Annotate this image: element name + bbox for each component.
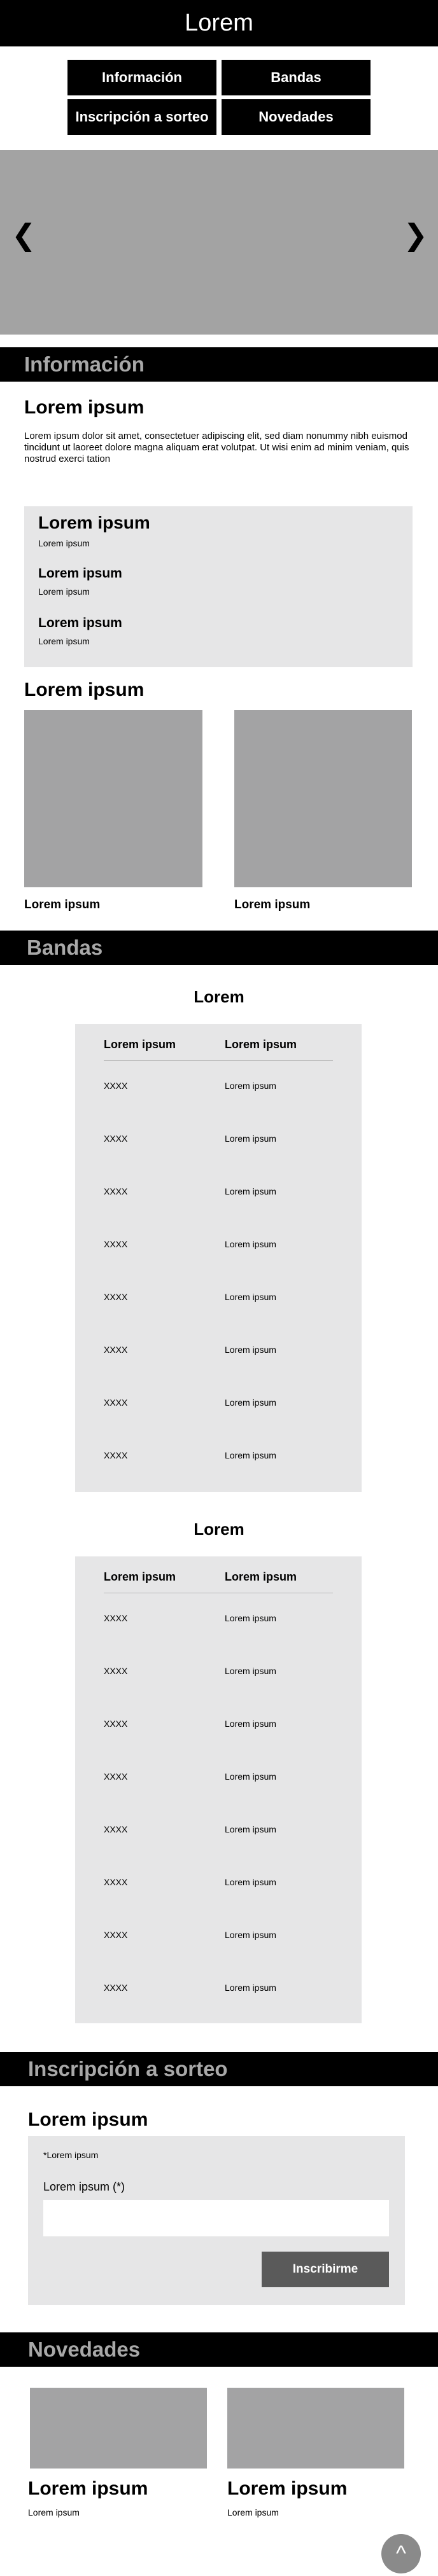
- table-cell: Lorem ipsum: [225, 1186, 276, 1196]
- table-cell: XXXX: [104, 1345, 128, 1355]
- bandas-table-title: Lorem: [194, 987, 244, 1006]
- gallery-image: [24, 710, 202, 887]
- table-row: [104, 1983, 333, 1995]
- table-cell: XXXX: [104, 1133, 128, 1144]
- table-cell: XXXX: [104, 1613, 128, 1623]
- table-cell: XXXX: [104, 1292, 128, 1302]
- bandas-table-title: Lorem: [194, 1520, 244, 1539]
- table-row: [104, 1239, 333, 1252]
- novedad-title: Lorem ipsum: [227, 2478, 348, 2499]
- chevron-up-icon: ^: [396, 2541, 406, 2566]
- novedad-image: [30, 2388, 207, 2469]
- table-header: [104, 1038, 333, 1061]
- table-header-cell: Lorem ipsum: [225, 1570, 297, 1583]
- table-cell: Lorem ipsum: [225, 1081, 276, 1091]
- table-cell: XXXX: [104, 1824, 128, 1834]
- sorteo-form: [28, 2136, 405, 2305]
- bandas-section-title: Bandas: [27, 936, 103, 959]
- table-header: [104, 1570, 333, 1593]
- table-cell: Lorem ipsum: [225, 1450, 276, 1460]
- table-cell: Lorem ipsum: [225, 1930, 276, 1940]
- table-row: [104, 1081, 333, 1093]
- table-cell: XXXX: [104, 1719, 128, 1729]
- table-cell: XXXX: [104, 1450, 128, 1460]
- table-cell: Lorem ipsum: [225, 1292, 276, 1302]
- nav-informacion-button[interactable]: Información: [67, 60, 216, 95]
- table-row: [104, 1345, 333, 1357]
- table-cell: Lorem ipsum: [225, 1719, 276, 1729]
- box-item-title: Lorem ipsum: [38, 616, 122, 630]
- table-row: [104, 1719, 333, 1731]
- bandas-section-bar: [0, 931, 438, 965]
- sorteo-heading: Lorem ipsum: [28, 2109, 148, 2130]
- novedad-image: [227, 2388, 404, 2469]
- site-header: [0, 0, 438, 46]
- nav-novedades-button[interactable]: Novedades: [222, 99, 371, 135]
- novedades-section-title: Novedades: [28, 2337, 141, 2361]
- bandas-table: [75, 1024, 362, 1492]
- table-cell: Lorem ipsum: [225, 1983, 276, 1993]
- informacion-box: [24, 506, 413, 667]
- table-header-cell: Lorem ipsum: [104, 1038, 176, 1051]
- main-nav: [67, 60, 371, 135]
- box-title: Lorem ipsum: [38, 513, 150, 532]
- back-to-top-button[interactable]: [381, 2534, 421, 2573]
- nav-sorteo-button[interactable]: Inscripción a sorteo: [67, 99, 216, 135]
- table-row: [104, 1397, 333, 1410]
- table-row: [104, 1613, 333, 1626]
- table-cell: Lorem ipsum: [225, 1824, 276, 1834]
- table-cell: XXXX: [104, 1397, 128, 1408]
- table-cell: Lorem ipsum: [225, 1345, 276, 1355]
- table-cell: Lorem ipsum: [225, 1397, 276, 1408]
- gallery-heading: Lorem ipsum: [24, 679, 145, 700]
- table-cell: Lorem ipsum: [225, 1133, 276, 1144]
- table-cell: XXXX: [104, 1666, 128, 1676]
- table-cell: Lorem ipsum: [225, 1771, 276, 1782]
- table-cell: XXXX: [104, 1983, 128, 1993]
- gallery-image: [234, 710, 412, 887]
- novedad-title: Lorem ipsum: [28, 2478, 148, 2499]
- informacion-paragraph: Lorem ipsum dolor sit amet, consectetuer adipiscing elit, sed diam nonummy nibh euismod tincidunt ut laoreet dolore magna aliquam erat volutpat. Ut wisi enim ad minim veniam, quis nostrud exerci tation: [24, 431, 409, 464]
- table-cell: XXXX: [104, 1186, 128, 1196]
- sorteo-name-input[interactable]: [43, 2200, 389, 2236]
- carousel-next-icon[interactable]: ❯: [403, 218, 428, 251]
- table-header-cell: Lorem ipsum: [225, 1038, 297, 1051]
- field-label: Lorem ipsum (*): [43, 2180, 125, 2193]
- table-row: [104, 1450, 333, 1463]
- table-row: [104, 1666, 333, 1679]
- novedad-sub: Lorem ipsum: [227, 2507, 279, 2517]
- sorteo-section-title: Inscripción a sorteo: [28, 2057, 228, 2081]
- informacion-section-bar: [0, 347, 438, 382]
- box-item-sub: Lorem ipsum: [38, 586, 90, 597]
- table-row: [104, 1133, 333, 1146]
- table-cell: Lorem ipsum: [225, 1239, 276, 1249]
- hero-carousel: [0, 150, 438, 335]
- site-title: Lorem: [185, 10, 253, 36]
- informacion-heading: Lorem ipsum: [24, 397, 145, 418]
- box-title-sub: Lorem ipsum: [38, 538, 90, 548]
- bandas-table: [75, 1556, 362, 2023]
- novedad-sub: Lorem ipsum: [28, 2507, 80, 2517]
- table-row: [104, 1824, 333, 1837]
- inscribirme-button[interactable]: Inscribirme: [262, 2252, 389, 2287]
- sorteo-section-bar: [0, 2052, 438, 2086]
- novedades-section-bar: [0, 2332, 438, 2367]
- table-row: [104, 1930, 333, 1942]
- form-note: *Lorem ipsum: [43, 2150, 99, 2160]
- table-cell: XXXX: [104, 1771, 128, 1782]
- table-cell: XXXX: [104, 1239, 128, 1249]
- table-cell: XXXX: [104, 1081, 128, 1091]
- carousel-prev-icon[interactable]: ❮: [11, 218, 36, 251]
- gallery-caption: Lorem ipsum: [24, 898, 101, 911]
- box-item-title: Lorem ipsum: [38, 566, 122, 581]
- table-cell: XXXX: [104, 1877, 128, 1887]
- informacion-section-title: Información: [24, 352, 145, 376]
- table-header-cell: Lorem ipsum: [104, 1570, 176, 1583]
- table-cell: Lorem ipsum: [225, 1666, 276, 1676]
- table-row: [104, 1877, 333, 1890]
- table-row: [104, 1292, 333, 1305]
- box-item-sub: Lorem ipsum: [38, 636, 90, 646]
- nav-bandas-button[interactable]: Bandas: [222, 60, 371, 95]
- gallery-caption: Lorem ipsum: [234, 898, 311, 911]
- table-row: [104, 1771, 333, 1784]
- table-row: [104, 1186, 333, 1199]
- table-cell: Lorem ipsum: [225, 1613, 276, 1623]
- table-cell: XXXX: [104, 1930, 128, 1940]
- table-cell: Lorem ipsum: [225, 1877, 276, 1887]
